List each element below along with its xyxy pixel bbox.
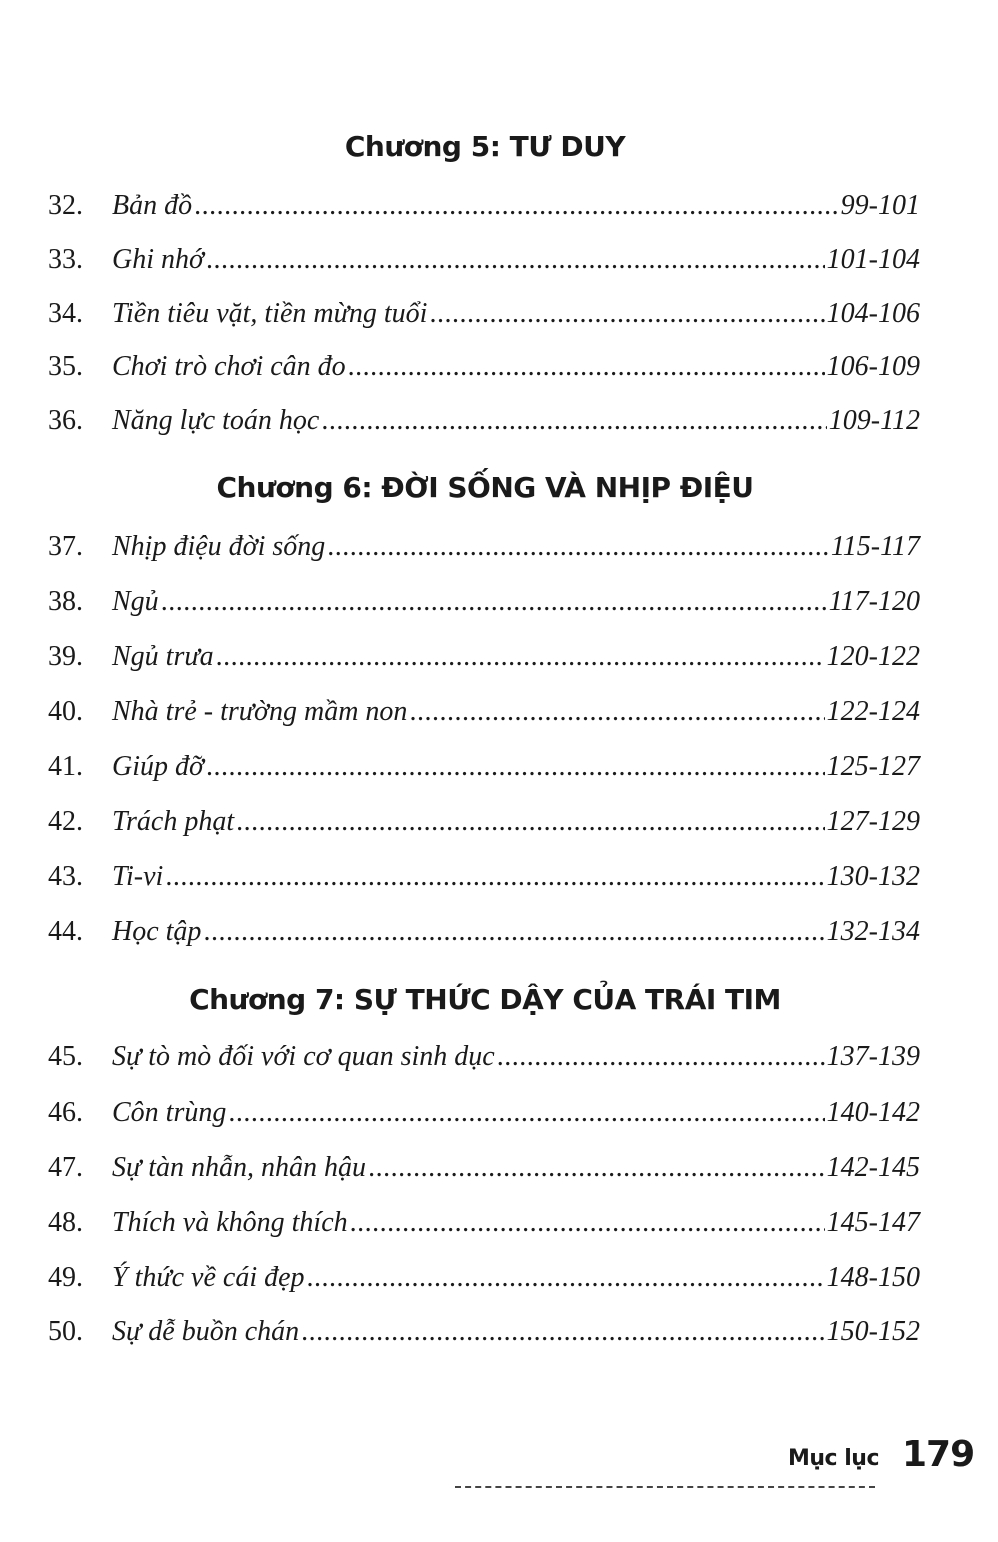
entry-number: 39.	[48, 641, 83, 672]
toc-entry[interactable]	[48, 692, 920, 732]
entry-title: Sự dễ buồn chán	[112, 1316, 300, 1347]
entry-number: 49.	[48, 1262, 83, 1293]
dot-leader	[307, 1258, 825, 1298]
toc-entry[interactable]	[48, 401, 920, 441]
entry-title: Chơi trò chơi cân đo	[112, 351, 346, 382]
entry-title: Năng lực toán học	[112, 405, 320, 436]
entry-pages: 106-109	[826, 351, 920, 382]
entry-number: 35.	[48, 351, 83, 382]
toc-entry[interactable]	[48, 857, 920, 897]
entry-title: Học tập	[112, 916, 202, 947]
toc-entry[interactable]	[48, 1093, 920, 1133]
dot-leader	[429, 294, 824, 334]
entry-number: 50.	[48, 1316, 83, 1347]
entry-number: 47.	[48, 1152, 83, 1183]
entry-pages: 132-134	[826, 916, 920, 947]
entry-number: 41.	[48, 751, 83, 782]
entry-title: Côn trùng	[112, 1097, 227, 1128]
entry-title: Nhà trẻ - trường mầm non	[112, 696, 408, 727]
entry-pages: 122-124	[826, 696, 920, 727]
entry-pages: 120-122	[826, 641, 920, 672]
entry-pages: 125-127	[826, 751, 920, 782]
entry-pages: 104-106	[826, 298, 920, 329]
entry-title: Ti-vi	[112, 861, 164, 892]
dot-leader	[350, 1203, 825, 1243]
entry-pages: 150-152	[826, 1316, 920, 1347]
entry-title: Sự tò mò đối với cơ quan sinh dục	[112, 1041, 495, 1072]
dot-leader	[216, 637, 825, 677]
toc-entry[interactable]	[48, 582, 920, 622]
entry-pages: 101-104	[826, 244, 920, 275]
chapter-5-title: Chương 5: TƯ DUY	[344, 130, 626, 163]
dot-leader	[321, 401, 826, 441]
entry-title: Giúp đỡ	[112, 751, 204, 782]
entry-pages: 117-120	[828, 586, 920, 617]
dot-leader	[497, 1037, 825, 1077]
entry-number: 32.	[48, 190, 83, 221]
entry-title: Tiền tiêu vặt, tiền mừng tuổi	[112, 298, 428, 329]
dot-leader	[165, 857, 824, 897]
toc-entry[interactable]	[48, 637, 920, 677]
entry-title: Trách phạt	[112, 806, 235, 837]
entry-title: Bản đồ	[112, 190, 193, 221]
entry-title: Sự tàn nhẫn, nhân hậu	[112, 1152, 367, 1183]
toc-entry[interactable]	[48, 912, 920, 952]
entry-pages: 127-129	[826, 806, 920, 837]
entry-title: Thích và không thích	[112, 1207, 348, 1238]
dot-leader	[327, 527, 829, 567]
toc-entry[interactable]	[48, 186, 920, 226]
toc-entry[interactable]	[48, 1148, 920, 1188]
entry-pages: 140-142	[826, 1097, 920, 1128]
entry-number: 40.	[48, 696, 83, 727]
dot-leader	[228, 1093, 824, 1133]
dot-leader	[206, 240, 825, 280]
dot-leader	[409, 692, 824, 732]
dot-leader	[206, 747, 825, 787]
dot-leader	[161, 582, 827, 622]
chapter-7-title: Chương 7: SỰ THỨC DẬY CỦA TRÁI TIM	[189, 983, 781, 1016]
dot-leader	[348, 347, 825, 387]
entry-number: 36.	[48, 405, 83, 436]
toc-entry[interactable]	[48, 240, 920, 280]
entry-number: 38.	[48, 586, 83, 617]
toc-entry[interactable]	[48, 1258, 920, 1298]
entry-number: 44.	[48, 916, 83, 947]
entry-pages: 130-132	[826, 861, 920, 892]
dot-leader	[203, 912, 824, 952]
toc-entry[interactable]	[48, 747, 920, 787]
dot-leader	[194, 186, 839, 226]
chapter-6-title: Chương 6: ĐỜI SỐNG VÀ NHỊP ĐIỆU	[216, 471, 754, 504]
entry-pages: 142-145	[826, 1152, 920, 1183]
entry-pages: 99-101	[840, 190, 920, 221]
entry-number: 46.	[48, 1097, 83, 1128]
dot-leader	[236, 802, 825, 842]
entry-title: Ý thức về cái đẹp	[112, 1262, 305, 1293]
entry-number: 33.	[48, 244, 83, 275]
entry-number: 34.	[48, 298, 83, 329]
toc-entry[interactable]	[48, 1312, 920, 1352]
toc-entry[interactable]	[48, 802, 920, 842]
toc-entry[interactable]	[48, 1203, 920, 1243]
entry-title: Ghi nhớ	[112, 244, 204, 275]
toc-entry[interactable]	[48, 1037, 920, 1077]
entry-number: 45.	[48, 1041, 83, 1072]
toc-entry[interactable]	[48, 527, 920, 567]
toc-entry[interactable]	[48, 347, 920, 387]
entry-number: 37.	[48, 531, 83, 562]
entry-title: Ngủ	[112, 586, 159, 617]
footer-section-label: Mục lục	[788, 1446, 879, 1471]
dot-leader	[301, 1312, 825, 1352]
entry-pages: 148-150	[826, 1262, 920, 1293]
entry-number: 43.	[48, 861, 83, 892]
entry-title: Ngủ trưa	[112, 641, 214, 672]
entry-pages: 145-147	[826, 1207, 920, 1238]
entry-pages: 137-139	[826, 1041, 920, 1072]
entry-number: 48.	[48, 1207, 83, 1238]
entry-pages: 115-117	[830, 531, 920, 562]
entry-pages: 109-112	[828, 405, 920, 436]
dot-leader	[368, 1148, 825, 1188]
entry-number: 42.	[48, 806, 83, 837]
toc-entry[interactable]	[48, 294, 920, 334]
entry-title: Nhịp điệu đời sống	[112, 531, 326, 562]
footer-page-number: 179	[902, 1434, 975, 1475]
footer-dashed-rule	[455, 1486, 875, 1488]
